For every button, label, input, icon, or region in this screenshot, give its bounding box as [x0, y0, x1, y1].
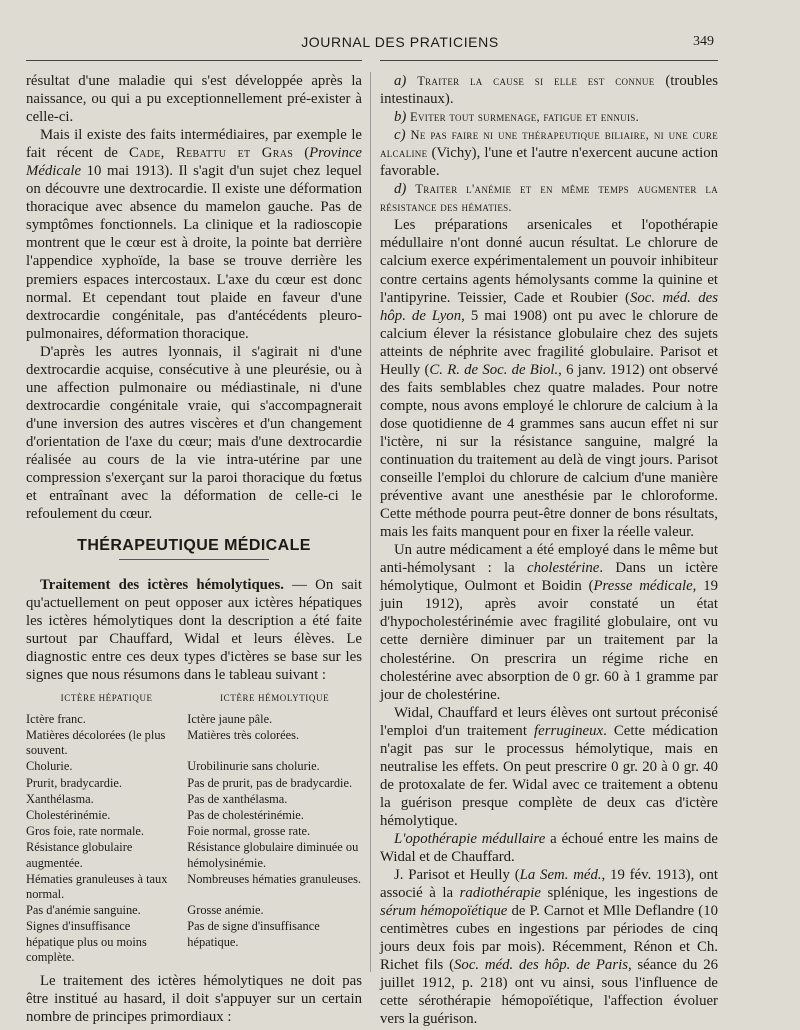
- table-header-hepatic: ICTÈRE HÉPATIQUE: [60, 692, 153, 703]
- paragraph: L'opothérapie médullaire a échoué entre les mains de Widal et de Chauffard.: [380, 830, 718, 866]
- table-row: Ictère franc. Ictère jaune pâle.: [26, 711, 273, 726]
- table-row: Signes d'insuffisance hépatique plus ou moins complète. Pas de signe d'insuffisance hépatique.: [26, 919, 320, 964]
- paragraph: Widal, Chauffard et leurs élèves ont surtout préconisé l'emploi d'un traitement ferrugineux. Cette médication n'agit pas sur le processus hémolytique, mais en neutralise les effets. On peut prescrire 0 gr. 20 à 0 gr. 40 de protoxalate de fer. Widal avec ce traitement a obtenu la guérison presque complète de deux cas d'ictère hémolytique.: [380, 704, 718, 829]
- page-number: 349: [693, 34, 714, 49]
- table-row: Cholurie. Urobilinurie sans cholurie.: [26, 759, 320, 774]
- principle-a: a) Traiter la cause si elle est connue (troubles intestinaux).: [380, 73, 718, 108]
- table-row: Résistance globulaire augmentée. Résistance globulaire diminuée ou hémolysinémie.: [26, 840, 359, 870]
- header-rule-left: [26, 60, 362, 61]
- principle-c: c) Ne pas faire ni une thérapeutique biliaire, ni une cure alcaline (Vichy), l'une et l'autre n'exercent aucune action favorable.: [380, 127, 718, 180]
- journal-title: JOURNAL DES PRATICIENS: [301, 34, 499, 50]
- header-rule-right: [380, 60, 718, 61]
- diagnosis-table: [26, 691, 362, 966]
- paragraph: résultat d'une maladie qui s'est développée après la naissance, ou qui a pu exceptionnellement pré-exister à celle-ci.: [26, 73, 362, 126]
- journal-reference: Province Médicale: [26, 145, 362, 180]
- paragraph: Traitement des ictères hémolytiques. — On sait qu'actuellement on peut opposer aux ictères hépatiques les ictères hémolytiques dont la description a été faite surtout par Chauffard, Widal et leurs élèves. Le diagnostic entre ces deux types d'ictères se base sur les signes que nous résumons dans le tableau suivant :: [26, 577, 362, 684]
- table-header-hemolytic: ICTÈRE HÉMOLYTIQUE: [220, 692, 330, 703]
- table-row: Hématies granuleuses à taux normal. Nombreuses hématies granuleuses.: [26, 871, 362, 901]
- table-row: Matières décolorées (le plus souvent. Matières très colorées.: [26, 727, 300, 758]
- paragraph: J. Parisot et Heully (La Sem. méd., 19 fév. 1913), ont associé à la radiothérapie splénique, les ingestions de sérum hémopoïétique de P. Carnot et Mlle Deflandre (10 centimètres cubes en ingestions par périodes de cinq jours deux fois par mois). Récemment, Rénon et Ch. Richet fils (Soc. méd. des hôp. de Paris, séance du 26 juillet 1912, p. 218) ont vu ainsi, sous l'influence de cette sérothérapie hémopoïétique, l'affection évoluer vers la guérison.: [380, 867, 719, 1028]
- section-rule: [119, 559, 269, 560]
- column-divider: [370, 72, 371, 972]
- running-head: [0, 34, 800, 54]
- table-row: Pas d'anémie sanguine. Grosse anémie.: [26, 903, 264, 918]
- article-heading: Traitement des ictères hémolytiques.: [40, 577, 284, 594]
- section-title: THÉRAPEUTIQUE MÉDICALE: [77, 537, 311, 555]
- table-row: Gros foie, rate normale. Foie normal, grosse rate.: [26, 824, 311, 839]
- table-row: Xanthélasma. Pas de xanthélasma.: [26, 791, 288, 806]
- principle-d: d) Traiter l'anémie et en même temps augmenter la résistance des hématies.: [380, 181, 718, 215]
- paragraph: Mais il existe des faits intermédiaires, par exemple le fait récent de Cade, Rebattu et Gras (Province Médicale 10 mai 1913). Il s'agit d'un sujet chez lequel on découvre une dextrocardie. Il existe une déformation thoracique avec absence du mamelon gauche. Pas de symptômes fonctionnels. La clinique et la radioscopie montrent que le cœur est à droite, la pointe bat derrière l'appendice xyphoïde, la base se trouve derrière les premiers espaces intercostaux. L'axe du cœur est donc normal. Et cependant tout plaide en faveur d'une dextrocardie congénitale, pas d'antécédents pleuro-pulmonaires, déformation thoracique.: [26, 127, 362, 342]
- principle-b: b) Eviter tout surmenage, fatigue et ennuis.: [394, 109, 639, 126]
- paragraph: Un autre médicament a été employé dans le même but anti-hémolysant : la cholestérine. Dans un ictère hémolytique, Oulmont et Boidin (Presse médicale, 19 juin 1912), après avoir constaté un état d'hypocholestérinémie avec fragilité globulaire, ont vu cette dernière diminuer par un traitement par la cholestérine. On prescrira un régime riche en cholestérine avec absorption de 0 gr. 60 à 1 gramme par jour de cholestérine.: [380, 542, 718, 703]
- author-names: Cade, Rebattu et Gras: [129, 145, 294, 162]
- paragraph: Les préparations arsenicales et l'opothérapie médullaire n'ont donné aucun résultat. Le chlorure de calcium exerce expérimentalement un pouvoir inhibiteur contre certains agents hémolysants comme la quinine et l'antipyrine. Teissier, Cade et Roubier (Soc. méd. des hôp. de Lyon, 5 mai 1908) ont pu avec le chlorure de calcium élever la résistance globulaire chez des sujets atteints de néphrite avec fragilité globulaire. Parisot et Heully (C. R. de Soc. de Biol., 6 janv. 1912) ont observé des faits semblables chez quatre malades. Pour notre compte, nous avons employé le chlorure de calcium à la dose quotidienne de 4 grammes sans aucun effet ni sur l'ictère, ni sur la résistance sanguine, malgré la continuation du traitement au delà de vingt jours. Parisot conseille l'emploi du chlorure de calcium d'une manière préventive avant une anesthésie par le chloroforme. Cette méthode pourra peut-être donner de bons résultats, mais les faits manquent pour en fixer la réelle valeur.: [380, 217, 718, 541]
- right-column: [380, 72, 718, 1028]
- table-row: Prurit, bradycardie. Pas de prurit, pas de bradycardie.: [26, 775, 353, 790]
- left-column: [26, 72, 362, 1026]
- paragraph: Le traitement des ictères hémolytiques ne doit pas être institué au hasard, il doit s'appuyer sur un certain nombre de principes primordiaux :: [26, 972, 362, 1026]
- table-row: Cholestérinémie. Pas de cholestérinémie.: [26, 807, 304, 822]
- paragraph: D'après les autres lyonnais, il s'agirait ni d'une dextrocardie acquise, consécutive à une pleurésie, ou à une affection pulmonaire ou médiastinale, ni d'une dextrocardie congénitale vraie, qui s'accompagnerait d'une inversion des autres viscères et d'un changement d'orientation de l'axe du cœur; mais d'une dextrocardie réalisée au cours de la vie intra-utérine par une compression s'exerçant sur la paroi thoracique du fœtus et entraînant avec la déformation de celle-ci le refoulement du cœur.: [26, 343, 362, 523]
